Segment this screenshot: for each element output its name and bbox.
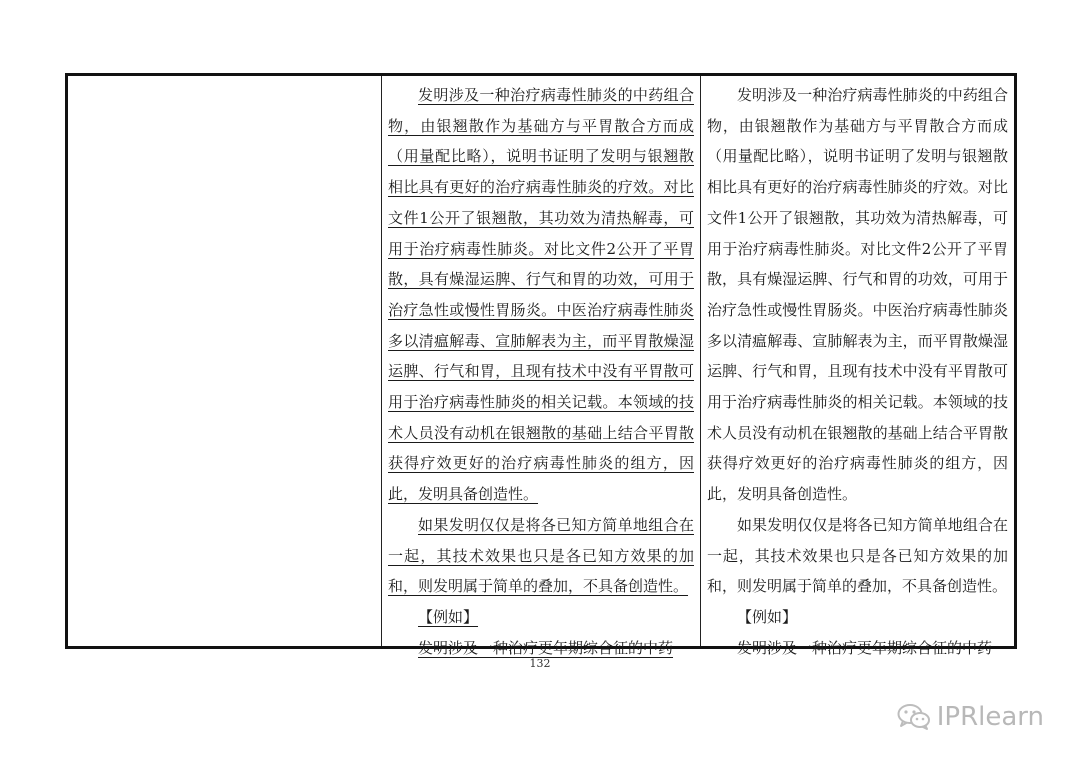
middle-column-revised-text	[382, 76, 701, 657]
middle-paragraph-3-text: 发明涉及一种治疗更年期综合征的中药	[418, 638, 674, 657]
right-paragraph-2: 如果发明仅仅是将各已知方简单地组合在一起，其技术效果也只是各已知方效果的加和，则发明属于简单的叠加，不具备创造性。	[707, 515, 1008, 596]
right-paragraph-3: 发明涉及一种治疗更年期综合征的中药	[737, 638, 993, 657]
middle-example-label	[388, 602, 694, 633]
middle-paragraph-2-text: 如果发明仅仅是将各已知方简单地组合在一起，其技术效果也只是各已知方效果的加和，则发明属于简单的叠加，不具备创造性。	[388, 515, 694, 596]
left-column-empty	[68, 76, 382, 646]
right-paragraph-1: 发明涉及一种治疗病毒性肺炎的中药组合物，由银翘散作为基础方与平胃散合方而成（用量配比略），说明书证明了发明与银翘散相比具有更好的治疗病毒性肺炎的疗效。对比文件1公开了银翘散，其功效为清热解毒，可用于治疗病毒性肺炎。对比文件2公开了平胃散，具有燥湿运脾、行气和胃的功效，可用于治疗急性或慢性胃肠炎。中医治疗病毒性肺炎多以清瘟解毒、宣肺解表为主，而平胃散燥湿运脾、行气和胃，且现有技术中没有平胃散可用于治疗病毒性肺炎的相关记载。本领域的技术人员没有动机在银翘散的基础上结合平胃散获得疗效更好的治疗病毒性肺炎的组方，因此，发明具备创造性。	[707, 86, 1008, 504]
middle-paragraph-1-text: 发明涉及一种治疗病毒性肺炎的中药组合物，由银翘散作为基础方与平胃散合方而成（用量配比略），说明书证明了发明与银翘散相比具有更好的治疗病毒性肺炎的疗效。对比文件1公开了银翘散，其功效为清热解毒，可用于治疗病毒性肺炎。对比文件2公开了平胃散，具有燥湿运脾、行气和胃的功效，可用于治疗急性或慢性胃肠炎。中医治疗病毒性肺炎多以清瘟解毒、宣肺解表为主，而平胃散燥湿运脾、行气和胃，且现有技术中没有平胃散可用于治疗病毒性肺炎的相关记载。本领域的技术人员没有动机在银翘散的基础上结合平胃散获得疗效更好的治疗病毒性肺炎的组方，因此，发明具备创造性。	[388, 86, 694, 504]
watermark-text: IPRlearn	[936, 702, 1044, 732]
middle-paragraph-2	[388, 510, 694, 602]
middle-paragraph-1	[388, 80, 694, 510]
page-number: 132	[529, 657, 551, 670]
right-column-original-text	[701, 76, 1014, 657]
middle-example-label-text: 【例如】	[418, 607, 479, 626]
wechat-icon	[897, 703, 931, 731]
watermark	[897, 702, 1044, 732]
comparison-table	[65, 73, 1017, 657]
right-example-label: 【例如】	[737, 607, 798, 626]
